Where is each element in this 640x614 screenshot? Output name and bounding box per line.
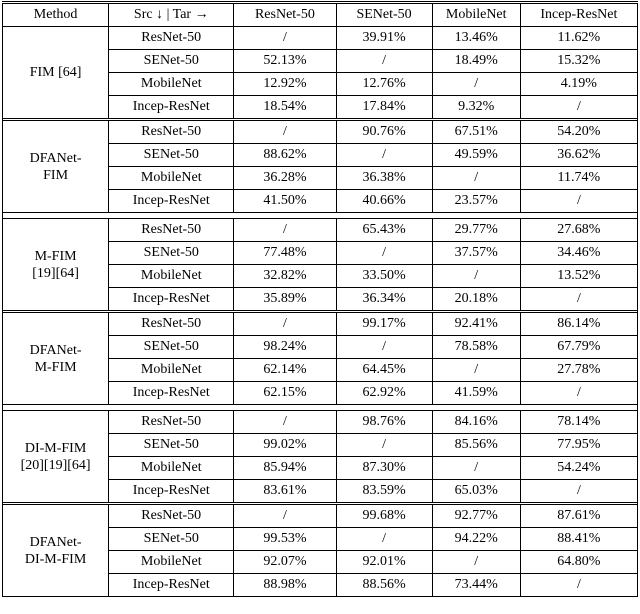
src-model-cell: ResNet-50: [109, 313, 234, 336]
value-cell: 34.46%: [520, 242, 637, 265]
value-cell: 36.62%: [520, 144, 637, 167]
results-table: [2, 1, 638, 597]
value-cell: 20.18%: [432, 288, 520, 311]
value-cell: 67.79%: [520, 336, 637, 359]
value-cell: 84.16%: [432, 411, 520, 434]
value-cell: /: [336, 434, 432, 457]
src-model-cell: Incep-ResNet: [109, 480, 234, 503]
value-cell: 83.59%: [336, 480, 432, 503]
value-cell: 98.76%: [336, 411, 432, 434]
value-cell: /: [234, 313, 336, 336]
method-label-line: [19][64]: [32, 265, 79, 281]
value-cell: 88.98%: [234, 574, 336, 597]
value-cell: 4.19%: [520, 73, 637, 96]
header-row: [3, 3, 638, 27]
table-row: [3, 505, 638, 528]
method-label-line: [20][19][64]: [20, 457, 91, 473]
value-cell: /: [520, 96, 637, 119]
src-model-cell: Incep-ResNet: [109, 574, 234, 597]
method-cell: [3, 411, 109, 503]
header-incep-resnet: Incep-ResNet: [520, 3, 637, 27]
value-cell: 27.68%: [520, 219, 637, 242]
table-row: [3, 411, 638, 434]
value-cell: /: [336, 336, 432, 359]
value-cell: /: [432, 73, 520, 96]
header-method: Method: [3, 3, 109, 27]
value-cell: 73.44%: [432, 574, 520, 597]
value-cell: /: [234, 121, 336, 144]
method-cell: [3, 505, 109, 597]
value-cell: 67.51%: [432, 121, 520, 144]
value-cell: 35.89%: [234, 288, 336, 311]
src-model-cell: MobileNet: [109, 457, 234, 480]
value-cell: 92.01%: [336, 551, 432, 574]
table-row: [3, 313, 638, 336]
value-cell: 41.50%: [234, 190, 336, 213]
value-cell: 13.46%: [432, 27, 520, 50]
src-model-cell: ResNet-50: [109, 505, 234, 528]
value-cell: 52.13%: [234, 50, 336, 73]
value-cell: 12.92%: [234, 73, 336, 96]
src-model-cell: MobileNet: [109, 551, 234, 574]
method-label-line: FIM: [43, 167, 69, 183]
method-cell: [3, 121, 109, 213]
src-model-cell: SENet-50: [109, 434, 234, 457]
value-cell: 9.32%: [432, 96, 520, 119]
src-model-cell: ResNet-50: [109, 411, 234, 434]
table-row: [3, 219, 638, 242]
value-cell: /: [520, 382, 637, 405]
value-cell: 92.77%: [432, 505, 520, 528]
value-cell: 88.62%: [234, 144, 336, 167]
value-cell: /: [520, 288, 637, 311]
value-cell: /: [234, 505, 336, 528]
method-label-line: M-FIM: [34, 248, 77, 264]
value-cell: 85.94%: [234, 457, 336, 480]
value-cell: 54.24%: [520, 457, 637, 480]
value-cell: 62.14%: [234, 359, 336, 382]
value-cell: 87.30%: [336, 457, 432, 480]
value-cell: 87.61%: [520, 505, 637, 528]
value-cell: /: [234, 411, 336, 434]
value-cell: 98.24%: [234, 336, 336, 359]
value-cell: 36.38%: [336, 167, 432, 190]
value-cell: 88.56%: [336, 574, 432, 597]
value-cell: /: [234, 219, 336, 242]
value-cell: 23.57%: [432, 190, 520, 213]
value-cell: 78.58%: [432, 336, 520, 359]
value-cell: 32.82%: [234, 265, 336, 288]
value-cell: 54.20%: [520, 121, 637, 144]
value-cell: 94.22%: [432, 528, 520, 551]
value-cell: 13.52%: [520, 265, 637, 288]
value-cell: 99.02%: [234, 434, 336, 457]
value-cell: /: [432, 551, 520, 574]
value-cell: 27.78%: [520, 359, 637, 382]
value-cell: 18.54%: [234, 96, 336, 119]
src-model-cell: Incep-ResNet: [109, 96, 234, 119]
value-cell: 37.57%: [432, 242, 520, 265]
src-model-cell: ResNet-50: [109, 121, 234, 144]
value-cell: 99.53%: [234, 528, 336, 551]
value-cell: 49.59%: [432, 144, 520, 167]
src-model-cell: Incep-ResNet: [109, 288, 234, 311]
value-cell: 15.32%: [520, 50, 637, 73]
method-label-line: DFANet-: [29, 150, 82, 166]
header-mobilenet: MobileNet: [432, 3, 520, 27]
src-model-cell: SENet-50: [109, 336, 234, 359]
src-model-cell: ResNet-50: [109, 219, 234, 242]
value-cell: /: [520, 480, 637, 503]
src-model-cell: Incep-ResNet: [109, 382, 234, 405]
value-cell: /: [520, 190, 637, 213]
value-cell: 40.66%: [336, 190, 432, 213]
src-model-cell: MobileNet: [109, 359, 234, 382]
value-cell: 64.80%: [520, 551, 637, 574]
value-cell: /: [336, 144, 432, 167]
src-model-cell: MobileNet: [109, 265, 234, 288]
method-cell: [3, 313, 109, 405]
value-cell: 92.07%: [234, 551, 336, 574]
value-cell: 77.95%: [520, 434, 637, 457]
value-cell: 99.68%: [336, 505, 432, 528]
src-model-cell: SENet-50: [109, 242, 234, 265]
method-label-line: M-FIM: [34, 359, 77, 375]
value-cell: /: [432, 359, 520, 382]
method-cell: [3, 27, 109, 119]
value-cell: 92.41%: [432, 313, 520, 336]
value-cell: /: [234, 27, 336, 50]
value-cell: /: [520, 574, 637, 597]
src-model-cell: SENet-50: [109, 528, 234, 551]
method-label-line: DI-M-FIM: [24, 551, 87, 567]
value-cell: 11.62%: [520, 27, 637, 50]
src-model-cell: SENet-50: [109, 50, 234, 73]
value-cell: 36.28%: [234, 167, 336, 190]
method-cell: [3, 219, 109, 311]
value-cell: 17.84%: [336, 96, 432, 119]
value-cell: 83.61%: [234, 480, 336, 503]
table-row: [3, 121, 638, 144]
value-cell: 33.50%: [336, 265, 432, 288]
value-cell: 90.76%: [336, 121, 432, 144]
method-label-line: DFANet-: [29, 534, 82, 550]
value-cell: 62.15%: [234, 382, 336, 405]
value-cell: 36.34%: [336, 288, 432, 311]
value-cell: 78.14%: [520, 411, 637, 434]
src-model-cell: SENet-50: [109, 144, 234, 167]
table-header: [3, 3, 638, 27]
value-cell: /: [336, 50, 432, 73]
value-cell: 11.74%: [520, 167, 637, 190]
method-label-line: FIM [64]: [29, 65, 82, 80]
value-cell: 65.03%: [432, 480, 520, 503]
value-cell: 86.14%: [520, 313, 637, 336]
value-cell: 64.45%: [336, 359, 432, 382]
src-model-cell: MobileNet: [109, 73, 234, 96]
method-label-line: DI-M-FIM: [24, 440, 87, 456]
method-label-line: DFANet-: [29, 342, 82, 358]
src-model-cell: Incep-ResNet: [109, 190, 234, 213]
table-body: [3, 27, 638, 597]
value-cell: /: [432, 265, 520, 288]
value-cell: 41.59%: [432, 382, 520, 405]
header-resnet50: ResNet-50: [234, 3, 336, 27]
value-cell: 62.92%: [336, 382, 432, 405]
value-cell: 12.76%: [336, 73, 432, 96]
value-cell: 18.49%: [432, 50, 520, 73]
src-model-cell: MobileNet: [109, 167, 234, 190]
value-cell: 77.48%: [234, 242, 336, 265]
value-cell: /: [336, 528, 432, 551]
value-cell: 65.43%: [336, 219, 432, 242]
value-cell: 99.17%: [336, 313, 432, 336]
src-model-cell: ResNet-50: [109, 27, 234, 50]
value-cell: 29.77%: [432, 219, 520, 242]
value-cell: 85.56%: [432, 434, 520, 457]
value-cell: 39.91%: [336, 27, 432, 50]
header-src-tar: Src ↓ | Tar →: [109, 3, 234, 27]
value-cell: /: [432, 457, 520, 480]
header-senet50: SENet-50: [336, 3, 432, 27]
value-cell: /: [432, 167, 520, 190]
value-cell: 88.41%: [520, 528, 637, 551]
value-cell: /: [336, 242, 432, 265]
table-row: [3, 27, 638, 50]
